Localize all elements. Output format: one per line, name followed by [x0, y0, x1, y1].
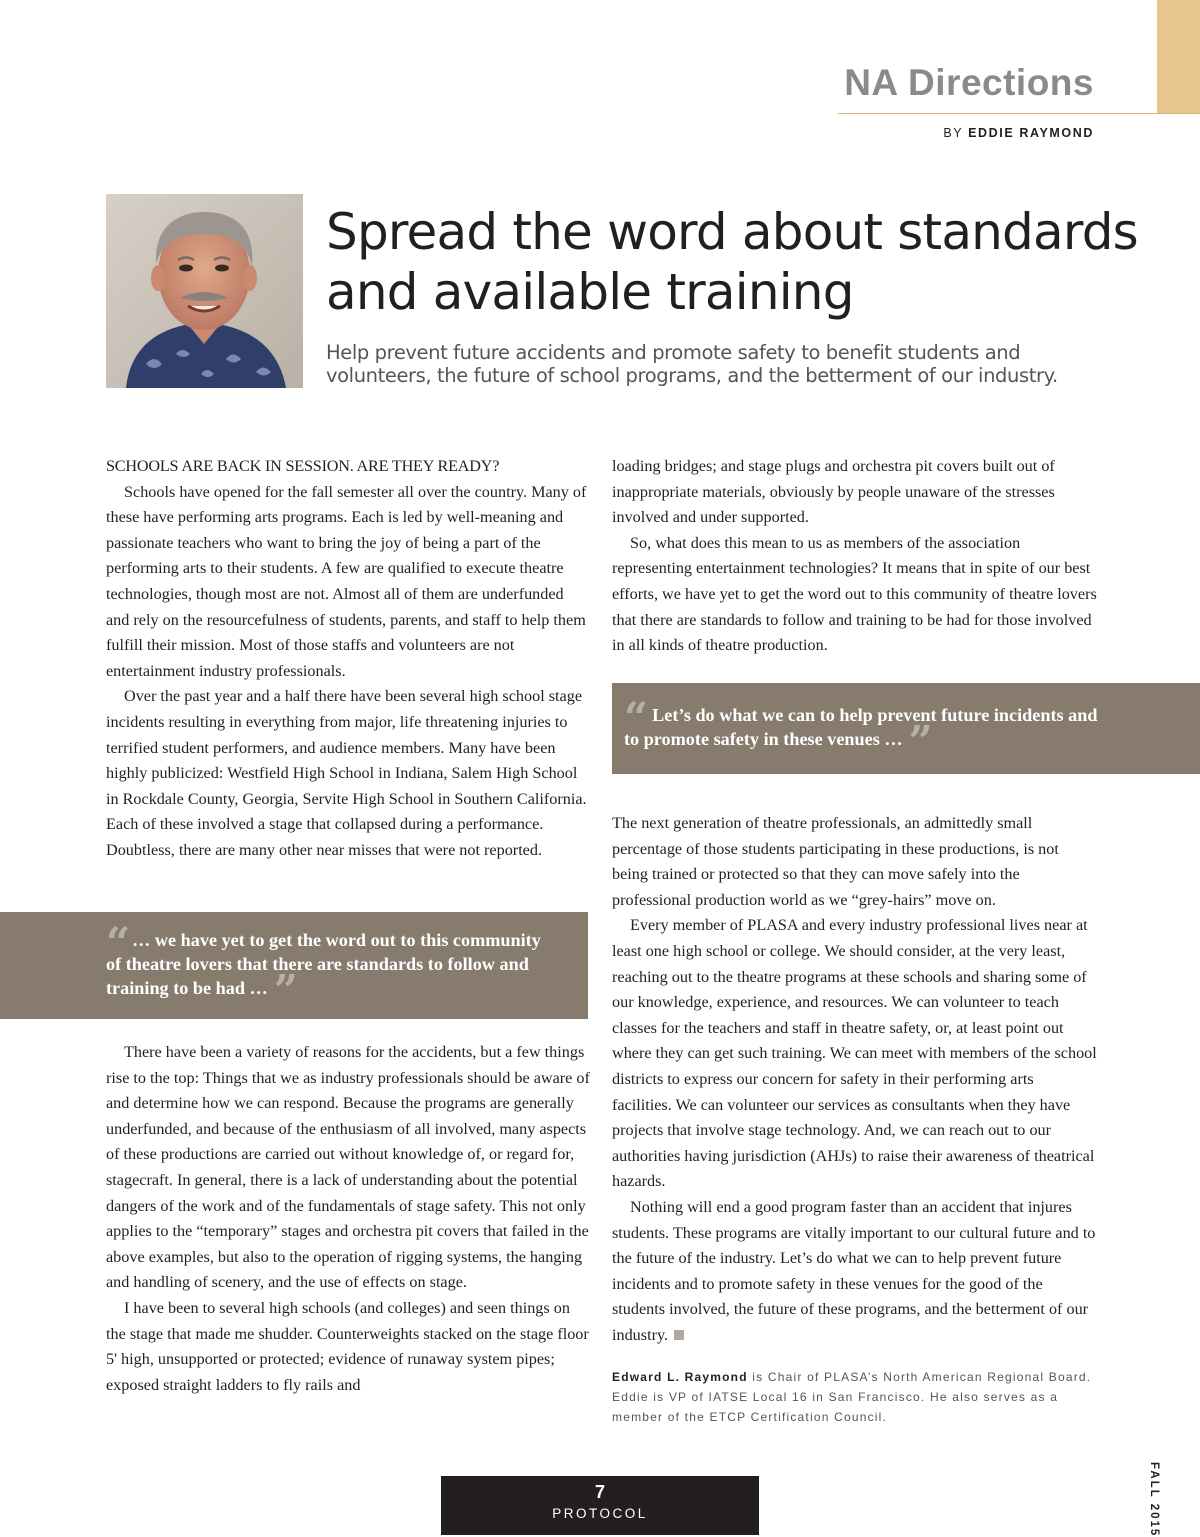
- paragraph: So, what does this mean to us as members of the association representing entertainment technologies? It means that in spite of our best efforts, we have yet to get the word out to this community of theatre lovers that there are standards to follow and training to be had for those involved in all kinds of theatre production.: [612, 533, 1097, 655]
- paragraph: Every member of PLASA and every industry professional lives near at least one high school or college. We should consider, at the very least, reaching out to the theatre programs at these schools and sharing some of our knowledge, experience, and resources. We can volunteer to teach classes for the teachers and staff in theatre safety, or, at least point out where they can get such training. We can meet with members of the school districts to express our concern for safety in their performing arts facilities. We can volunteer our services as consultants when they have projects that involve stage technology. And, we can reach out to our authorities having jurisdiction (AHJs) to raise their awareness of theatrical hazards.: [612, 916, 1097, 1191]
- paragraph: There have been a variety of reasons for the accidents, but a few things rise to the top: Things that we as industry professionals should be aware of and determine how we can respond. Because the programs are generally underfunded, and because of the enthusiasm of all involved, many aspects of these productions are carried out without knowledge of, or regard for, stagecraft. In general, there is a lack of understanding about the potential dangers of the work and of the fundamentals of stage safety. This not only applies to the “temporary” stages and orchestra pit covers that failed in the above examples, but also to the operation of rigging systems, the hanging and handling of scenery, and the use of effects on stage.: [106, 1043, 590, 1292]
- byline: [943, 126, 1094, 140]
- paragraph: Over the past year and a half there have been several high school stage incidents resulting in everything from major, life threatening injuries to terrified student performers, and audience members. Many have been highly publicized: Westfield High School in Indiana, Salem High School in Rockdale County, Georgia, Servite High School in Southern California. Each of these involved a stage that collapsed during a performance. Doubtless, there are many other near misses that were not reported.: [106, 687, 587, 859]
- author-bio: [612, 1368, 1102, 1427]
- byline-author: EDDIE RAYMOND: [968, 126, 1094, 140]
- page-footer: [441, 1476, 759, 1535]
- pull-quote-1: [0, 912, 588, 1019]
- article-deck: Help prevent future accidents and promote safety to benefit students and volunteers, the future of school programs, and the betterment of our industry.: [326, 341, 1058, 387]
- section-tab-accent: [1157, 0, 1200, 113]
- paragraph: I have been to several high schools (and colleges) and seen things on the stage that made me shudder. Counterweights stacked on the stage floor 5' high, unsupported or protected; evidence of runaway system pipes; exposed straight ladders to fly rails and: [106, 1298, 589, 1394]
- column-2-bottom: [612, 811, 1097, 1348]
- pull-quote-2: [612, 683, 1200, 774]
- pull-quote-text: … we have yet to get the word out to this community of theatre lovers that there are standards to follow and training to be had …: [106, 930, 541, 998]
- closing-paragraph-text: Nothing will end a good program faster than an accident that injures students. These programs are vitally important to our cultural future and to the future of the industry. Let’s do what we can to help prevent future incidents and to promote safety in these venues for the good of the students involved, the future of these programs, and the betterment of our industry.: [612, 1197, 1096, 1344]
- author-photo: [106, 194, 303, 388]
- title-rule: [838, 113, 1200, 114]
- end-mark-icon: [674, 1330, 684, 1340]
- column-1-bottom: [106, 1040, 590, 1398]
- paragraph: loading bridges; and stage plugs and orchestra pit covers built out of inappropriate materials, obviously by people unaware of the stresses involved and under supported.: [612, 457, 1055, 527]
- page-number: 7: [594, 1482, 605, 1502]
- bio-text: is Chair of PLASA’s North American Regional Board. Eddie is VP of IATSE Local 16 in San Francisco. He also serves as a member of the ETCP Certification Council.: [612, 1370, 1092, 1424]
- column-2-top: [612, 454, 1097, 659]
- column-title: NA Directions: [844, 62, 1094, 103]
- article-headline: Spread the word about standards and available training: [326, 203, 1138, 321]
- author-portrait-image: [106, 194, 303, 388]
- kicker-heading: SCHOOLS ARE BACK IN SESSION. ARE THEY READY?: [106, 457, 500, 475]
- open-quote-icon: “: [624, 693, 643, 742]
- byline-prefix: BY: [943, 126, 963, 140]
- close-quote-icon: ”: [273, 966, 292, 1015]
- paragraph: Schools have opened for the fall semester all over the country. Many of these have performing arts programs. Each is led by well-meaning and passionate teachers who want to bring the joy of being a part of the performing arts to their students. A few are qualified to execute theatre technologies, though most are not. Almost all of them are underfunded and rely on the resourcefulness of students, parents, and staff to help them fulfill their mission. Most of those staffs and volunteers are not entertainment industry professionals.: [106, 482, 587, 680]
- bio-name: Edward L. Raymond: [612, 1370, 748, 1384]
- issue-date: FALL 2015: [1148, 1462, 1160, 1537]
- close-quote-icon: ”: [908, 717, 927, 766]
- publication-name: PROTOCOL: [552, 1506, 648, 1521]
- column-1-top: [106, 454, 590, 864]
- open-quote-icon: “: [106, 918, 125, 967]
- paragraph: The next generation of theatre professionals, an admittedly small percentage of those students participating in these productions, is not being trained or protected so that they can move safely into the professional production world as we “grey-hairs” move on.: [612, 814, 1059, 909]
- paragraph: [612, 1195, 1097, 1349]
- pull-quote-text: Let’s do what we can to help prevent future incidents and to promote safety in these venues …: [624, 705, 1098, 749]
